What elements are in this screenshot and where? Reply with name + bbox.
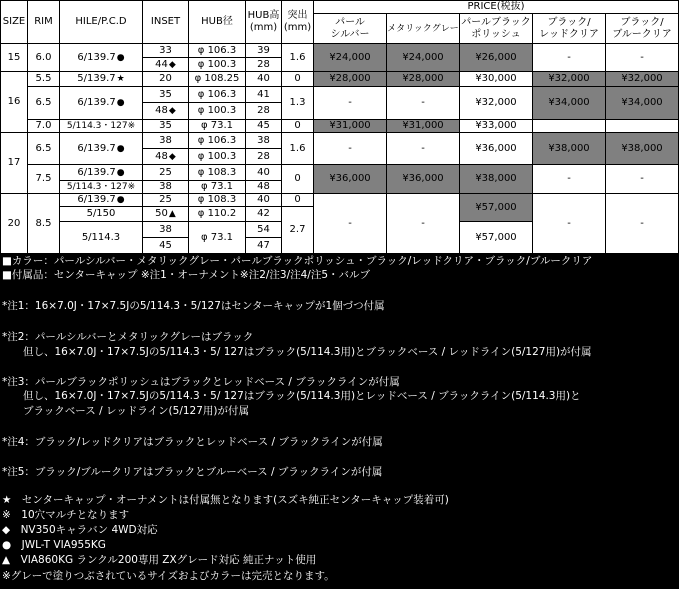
hub-height-2: 28 <box>246 58 282 72</box>
header-pearl-silver-line2: シルバー <box>330 28 370 40</box>
note-1: *注1：16×7.0J・17×7.5Jの5/114.3・5/127はセンターキャップが1個づつ付属 <box>2 300 385 312</box>
hub-height-4: 41 <box>246 87 282 103</box>
price-16b-black-red: ¥34,000 <box>533 87 606 120</box>
inset-9: 25 <box>143 165 189 181</box>
hub-dia-10: φ 73.1 <box>189 181 246 194</box>
inset-3: 20 <box>143 72 189 87</box>
protrusion-6: 0 <box>282 165 314 194</box>
header-pearl-black-line2: ポリッシュ <box>471 28 521 40</box>
inset-2 <box>143 58 189 72</box>
price-16b-metallic-gray: - <box>387 87 460 120</box>
diamond-icon: ◆ <box>168 59 176 70</box>
note-5: *注5：ブラック/ブルークリアはブラックとブルーベース / ブラックラインが付属 <box>2 466 383 478</box>
header-black-blue-line1: ブラック/ <box>620 16 664 28</box>
header-protrusion <box>282 0 314 44</box>
header-protrusion-line1: 突出 <box>287 10 308 21</box>
hub-dia-4: φ 106.3 <box>189 87 246 103</box>
price-17b-pearl-silver: ¥36,000 <box>314 165 387 194</box>
inset-12-text: 50 <box>155 208 168 219</box>
inset-1: 33 <box>143 44 189 58</box>
price-17a-black-red: ¥38,000 <box>533 133 606 165</box>
size-15: 15 <box>0 44 28 72</box>
hub-dia-9: φ 108.3 <box>189 165 246 181</box>
price-table <box>0 0 679 254</box>
hub-dia-7: φ 106.3 <box>189 133 246 149</box>
triangle-icon: ▲ <box>168 209 176 219</box>
price-16a-metallic-gray: ¥28,000 <box>387 72 460 87</box>
price-20-pearl-silver: - <box>314 194 387 254</box>
inset-10: 38 <box>143 181 189 194</box>
price-15-pearl-black: ¥26,000 <box>460 44 533 72</box>
diamond-icon: ◆ <box>168 106 176 116</box>
price-20a-pearl-black: ¥57,000 <box>460 194 533 222</box>
hub-height-13: 54 <box>246 222 282 238</box>
pcd-row4: 5/114.3・127※ <box>60 120 143 133</box>
header-price-title: PRICE(税抜) <box>314 0 679 14</box>
hub-height-9: 40 <box>246 165 282 181</box>
price-16c-metallic-gray: ¥31,000 <box>387 120 460 133</box>
price-20-black-blue: - <box>606 194 679 254</box>
inset-7: 38 <box>143 133 189 149</box>
rim-15-6.0: 6.0 <box>28 44 60 72</box>
price-16b-pearl-silver: - <box>314 87 387 120</box>
note-2: *注2：パールシルバーとメタリックグレーはブラック <box>2 331 254 343</box>
rim-16-6.5: 6.5 <box>28 87 60 120</box>
hub-dia-13: φ 73.1 <box>189 222 246 254</box>
header-hub-diameter: HUB径 <box>189 0 246 44</box>
hub-dia-11: φ 108.3 <box>189 194 246 207</box>
pcd-row6 <box>60 165 143 181</box>
hub-dia-5: φ 100.3 <box>189 103 246 120</box>
protrusion-4: 0 <box>282 120 314 133</box>
header-black-red-line2: レッドクリア <box>539 28 599 40</box>
inset-12 <box>143 207 189 222</box>
price-16b-black-blue: ¥34,000 <box>606 87 679 120</box>
jwl-circle-icon: ● <box>116 98 125 108</box>
price-16a-black-red: ¥32,000 <box>533 72 606 87</box>
hub-dia-3: φ 108.25 <box>189 72 246 87</box>
header-price-pearl-black-polish <box>460 14 533 44</box>
hub-dia-2: φ 100.3 <box>189 58 246 72</box>
pcd-row10: 5/114.3 <box>60 222 143 254</box>
protrusion-8: 2.7 <box>282 207 314 254</box>
hub-height-8: 28 <box>246 149 282 165</box>
hub-height-1: 39 <box>246 44 282 58</box>
price-16c-black-blue <box>606 120 679 133</box>
jwl-circle-icon: ● <box>116 195 125 205</box>
inset-8 <box>143 149 189 165</box>
pcd-row8 <box>60 194 143 207</box>
price-17b-black-red: - <box>533 165 606 194</box>
hub-height-3: 40 <box>246 72 282 87</box>
price-17a-pearl-silver: - <box>314 133 387 165</box>
header-hub-height-line1: HUB高 <box>247 10 280 21</box>
note-2-detail: 但し、16×7.0J・17×7.5Jの5/114.3・5/ 127はブラック(5/114.3用)とブラックベース / レッドライン(5/127用)が付属 <box>2 346 592 358</box>
protrusion-3: 1.3 <box>282 87 314 120</box>
size-17: 17 <box>0 133 28 194</box>
pcd-row3-text: 6/139.7 <box>77 97 116 108</box>
legend-star: ★ センターキャップ・オーナメントは付属無となります(スズキ純正センターキャップ装着可) <box>2 494 449 506</box>
price-15-pearl-silver: ¥24,000 <box>314 44 387 72</box>
diamond-icon: ◆ <box>168 151 176 162</box>
price-17a-black-blue: ¥38,000 <box>606 133 679 165</box>
price-20-black-red: - <box>533 194 606 254</box>
price-16c-pearl-silver: ¥31,000 <box>314 120 387 133</box>
pcd-row2 <box>60 72 143 87</box>
header-pearl-silver-line1: パール <box>335 16 365 28</box>
price-17a-pearl-black: ¥36,000 <box>460 133 533 165</box>
pcd-row8-text: 6/139.7 <box>77 194 116 205</box>
hub-height-6: 45 <box>246 120 282 133</box>
price-20b-pearl-black: ¥57,000 <box>460 222 533 254</box>
jwl-circle-icon: ● <box>116 52 125 63</box>
price-16a-pearl-black: ¥30,000 <box>460 72 533 87</box>
legend-diamond: ◆ NV350キャラバン 4WD対応 <box>2 524 158 536</box>
inset-5 <box>143 103 189 120</box>
price-17b-metallic-gray: ¥36,000 <box>387 165 460 194</box>
pcd-row5-text: 6/139.7 <box>77 142 116 154</box>
hub-dia-8: φ 100.3 <box>189 149 246 165</box>
note-3-detail-2: ブラックベース / レッドライン(5/127用)が付属 <box>2 405 250 417</box>
protrusion-2: 0 <box>282 72 314 87</box>
price-20-metallic-gray: - <box>387 194 460 254</box>
price-15-black-red: - <box>533 44 606 72</box>
header-black-red-line1: ブラック/ <box>547 16 591 28</box>
legend-circle: ● JWL-T VIA955KG <box>2 539 106 551</box>
header-size: SIZE <box>0 0 28 44</box>
rim-16-5.5: 5.5 <box>28 72 60 87</box>
inset-5-text: 48 <box>155 105 168 116</box>
rim-17-6.5: 6.5 <box>28 133 60 165</box>
price-16b-pearl-black: ¥32,000 <box>460 87 533 120</box>
note-3-detail-1: 但し、16×7.0J・17×7.5Jの5/114.3・5/ 127はブラック(5/114.3用)とレッドベース / ブラックライン(5/114.3用)と <box>2 390 581 402</box>
pcd-row5 <box>60 133 143 165</box>
hub-height-7: 38 <box>246 133 282 149</box>
price-17b-pearl-black: ¥38,000 <box>460 165 533 194</box>
size-16: 16 <box>0 72 28 133</box>
hub-height-10: 48 <box>246 181 282 194</box>
inset-2-text: 44 <box>155 58 168 70</box>
inset-8-text: 48 <box>155 150 168 162</box>
hub-dia-12: φ 110.2 <box>189 207 246 222</box>
pcd-row1 <box>60 44 143 72</box>
note-3: *注3：パールブラックポリッシュはブラックとレッドベース / ブラックラインが付属 <box>2 376 400 388</box>
header-pearl-black-line1: パールブラック <box>461 16 531 28</box>
price-17b-black-blue: - <box>606 165 679 194</box>
protrusion-5: 1.6 <box>282 133 314 165</box>
price-16c-pearl-black: ¥33,000 <box>460 120 533 133</box>
header-price-black-blue-clear <box>606 14 679 44</box>
hub-dia-6: φ 73.1 <box>189 120 246 133</box>
price-16c-black-red <box>533 120 606 133</box>
hub-dia-1: φ 106.3 <box>189 44 246 58</box>
header-rim: RIM <box>28 0 60 44</box>
star-icon: ★ <box>116 74 125 84</box>
inset-4: 35 <box>143 87 189 103</box>
pcd-row6-text: 6/139.7 <box>77 166 116 178</box>
notes-section <box>0 254 679 589</box>
pcd-row3 <box>60 87 143 120</box>
note-colors: ■カラー：パールシルバー・メタリックグレー・パールブラックポリッシュ・ブラック/レッドクリア・ブラック/ブルークリア <box>2 255 593 267</box>
hub-height-11: 40 <box>246 194 282 207</box>
header-price-pearl-silver <box>314 14 387 44</box>
note-accessories: ■付属品：センターキャップ ※注1・オーナメント※注2/注3/注4/注5・バルブ <box>2 269 371 281</box>
rim-16-7.0: 7.0 <box>28 120 60 133</box>
protrusion-7: 0 <box>282 194 314 207</box>
rim-17-7.5: 7.5 <box>28 165 60 194</box>
jwl-circle-icon: ● <box>116 143 125 154</box>
header-price-black-red-clear <box>533 14 606 44</box>
note-soldout: ※グレーで塗りつぶされているサイズおよびカラーは完売となります。 <box>2 570 335 582</box>
inset-11: 25 <box>143 194 189 207</box>
hub-height-5: 28 <box>246 103 282 120</box>
header-hub-height <box>246 0 282 44</box>
size-20: 20 <box>0 194 28 254</box>
header-black-blue-line2: ブルークリア <box>612 28 672 40</box>
legend-kome: ※ 10穴マルチとなります <box>2 509 130 521</box>
price-15-metallic-gray: ¥24,000 <box>387 44 460 72</box>
price-15-black-blue: - <box>606 44 679 72</box>
inset-6: 35 <box>143 120 189 133</box>
inset-13: 38 <box>143 222 189 238</box>
header-hub-height-line2: (mm) <box>249 22 278 33</box>
price-16a-pearl-silver: ¥28,000 <box>314 72 387 87</box>
inset-14: 45 <box>143 238 189 254</box>
pcd-row7: 5/114.3・127※ <box>60 181 143 194</box>
pcd-row9: 5/150 <box>60 207 143 222</box>
pcd-row1-text: 6/139.7 <box>77 51 116 63</box>
price-17a-metallic-gray: - <box>387 133 460 165</box>
protrusion-1: 1.6 <box>282 44 314 72</box>
price-16a-black-blue: ¥32,000 <box>606 72 679 87</box>
header-protrusion-line2: (mm) <box>283 22 312 33</box>
rim-20-8.5: 8.5 <box>28 194 60 254</box>
hub-height-12: 42 <box>246 207 282 222</box>
note-4: *注4：ブラック/レッドクリアはブラックとレッドベース / ブラックラインが付属 <box>2 436 383 448</box>
hub-height-14: 47 <box>246 238 282 254</box>
pcd-row2-text: 5/139.7 <box>77 73 116 84</box>
jwl-circle-icon: ● <box>116 167 125 178</box>
header-inset: INSET <box>143 0 189 44</box>
header-price-metallic-gray: メタリックグレー <box>387 14 460 44</box>
legend-triangle: ▲ VIA860KG ランクル200専用 ZXグレード対応 純正ナット使用 <box>2 554 317 566</box>
header-hole-pcd: HILE/P.C.D <box>60 0 143 44</box>
